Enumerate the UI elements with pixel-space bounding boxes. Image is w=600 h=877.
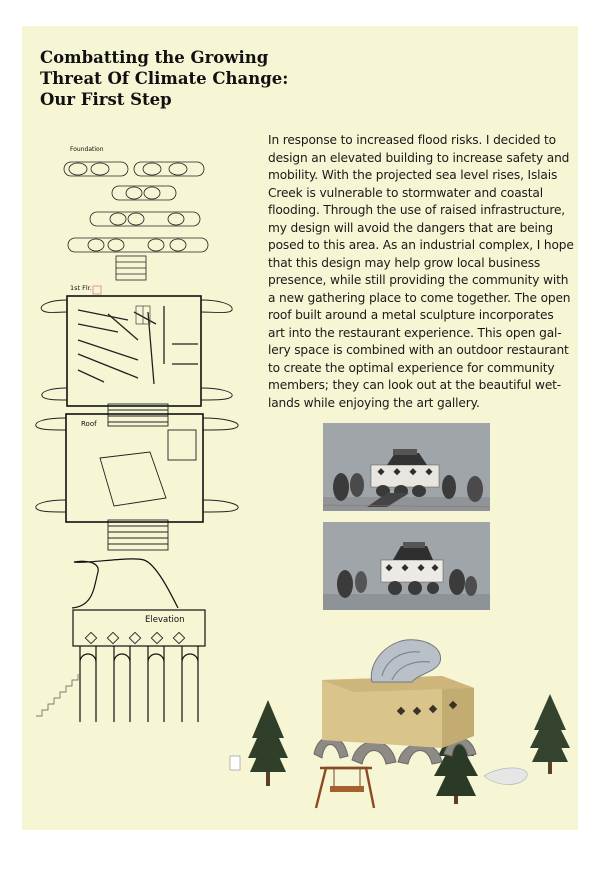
description-line: mobility. With the projected sea level rises, Islais — [268, 168, 558, 182]
description-line: members; they can look out at the beautiful wet- — [268, 378, 562, 392]
description-text — [268, 132, 574, 412]
exterior-render-1 — [323, 423, 490, 511]
page-title — [40, 47, 300, 110]
description-line: to create the optimal experience for community — [268, 360, 555, 375]
description-line: lery space is combined with an outdoor restaurant — [268, 343, 569, 357]
elevation-drawing — [34, 552, 214, 724]
elevation-label: Elevation — [145, 615, 185, 625]
roof-plan-drawing — [34, 402, 244, 554]
description-line: lands while enjoying the art gallery. — [268, 395, 480, 410]
description-line: posed to this area. As an industrial complex, I hope — [268, 238, 574, 252]
first-floor-label: 1st Flr. — [70, 284, 92, 292]
title-line-1: Combatting the Growing — [40, 48, 269, 67]
tree-left — [248, 700, 288, 786]
description-line: Creek is vulnerable to stormwater and coastal — [268, 185, 543, 200]
description-line: art into the restaurant experience. This open gal- — [268, 325, 562, 340]
foundation-plan-drawing — [60, 158, 250, 283]
description-line: flooding. Through the use of raised infrastructure, — [268, 203, 566, 217]
title-line-3: Our First Step — [40, 90, 172, 109]
first-floor-plan-drawing — [38, 284, 238, 410]
description-line: that this design may help grow local business — [268, 255, 541, 270]
description-line: a new gathering place to come together. The open — [268, 290, 571, 305]
description-line: design an elevated building to increase safety and — [268, 150, 570, 165]
exterior-render-2 — [323, 522, 490, 610]
description-line: In response to increased flood risks. I decided to — [268, 133, 556, 147]
description-line: roof built around a metal sculpture incorporates — [268, 308, 554, 322]
foundation-label: Foundation — [70, 146, 104, 153]
description-line: presence, while still providing the community with — [268, 273, 569, 287]
roof-label: Roof — [81, 420, 97, 428]
description-line: my design will avoid the dangers that are being — [268, 220, 553, 235]
perspective-render — [222, 636, 578, 816]
title-line-2: Threat Of Climate Change: — [40, 69, 289, 88]
